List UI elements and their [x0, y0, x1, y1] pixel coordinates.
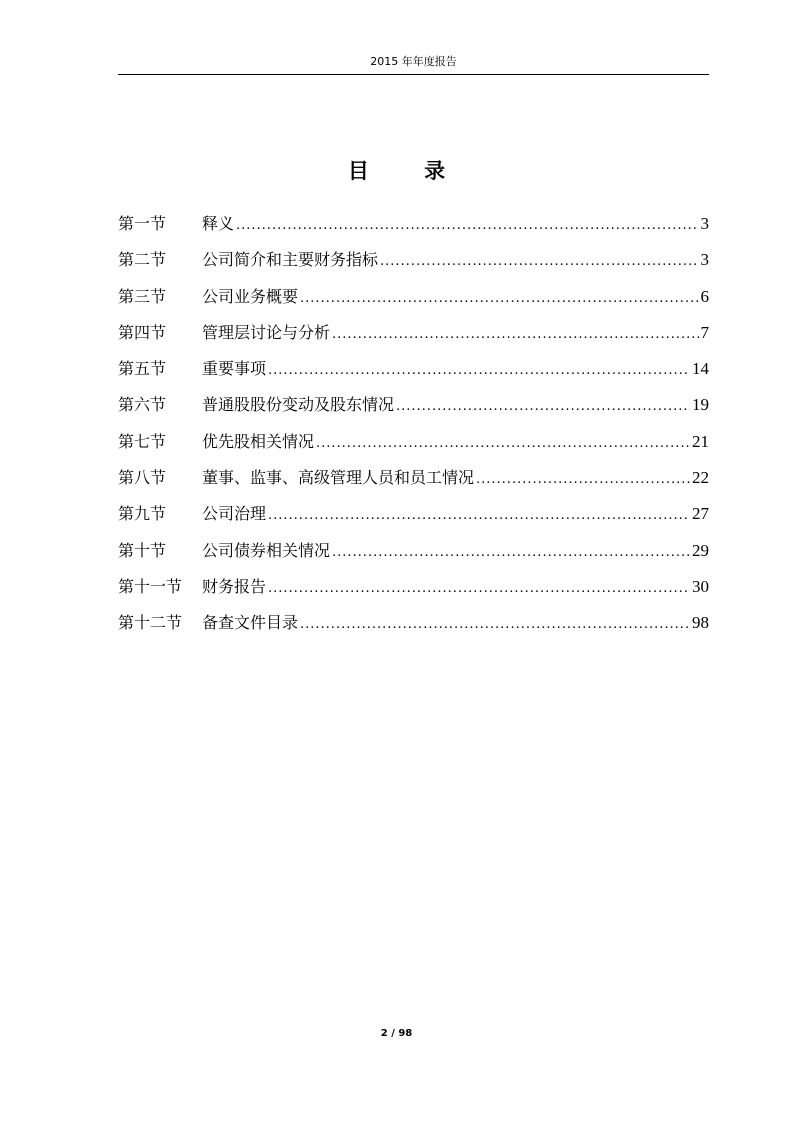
toc-section-number: 第十节 — [118, 540, 167, 560]
toc-section-title: 董事、监事、高级管理人员和员工情况 — [202, 468, 475, 488]
toc-title: 目 录 — [347, 159, 470, 183]
page-indicator: 2 / 98 — [380, 1028, 413, 1039]
toc-entry[interactable] — [118, 574, 709, 610]
toc-section-title: 公司治理 — [202, 504, 267, 524]
toc-leader-dots — [300, 612, 690, 638]
toc-entry[interactable] — [118, 247, 709, 283]
toc-section-number: 第六节 — [118, 395, 167, 415]
toc-section-title: 优先股相关情况 — [202, 431, 315, 451]
toc-section-title: 释义 — [202, 214, 235, 233]
toc-page-number: 7 — [700, 322, 709, 342]
toc-entry[interactable] — [118, 320, 709, 356]
toc-page-number: 19 — [692, 395, 709, 415]
toc-section-title: 管理层讨论与分析 — [202, 322, 331, 342]
toc-leader-dots — [300, 286, 698, 312]
toc-leader-dots — [268, 576, 690, 602]
toc-leader-dots — [268, 358, 690, 384]
toc-section-number: 第一节 — [118, 214, 167, 233]
toc-entry[interactable] — [118, 284, 709, 320]
toc-section-number: 第七节 — [118, 431, 167, 451]
toc-section-number: 第二节 — [118, 250, 167, 270]
toc-page-number: 98 — [692, 613, 709, 633]
toc-page-number: 27 — [692, 504, 709, 524]
toc-section-title: 公司简介和主要财务指标 — [202, 250, 379, 270]
toc-page-number: 6 — [700, 286, 709, 306]
toc-section-number: 第十二节 — [118, 613, 183, 633]
toc-entry[interactable] — [118, 211, 709, 247]
toc-page-number: 30 — [692, 576, 709, 596]
toc-entry[interactable] — [118, 356, 709, 392]
toc-page-number: 29 — [692, 540, 709, 560]
toc-entry[interactable] — [118, 538, 709, 574]
toc-leader-dots — [476, 467, 690, 493]
toc-leader-dots — [332, 322, 698, 348]
toc-section-number: 第五节 — [118, 359, 167, 379]
toc-entry[interactable] — [118, 392, 709, 428]
toc-leader-dots — [316, 431, 690, 457]
toc-page-number: 22 — [692, 468, 709, 488]
page-header — [118, 54, 709, 75]
toc-section-number: 第八节 — [118, 468, 167, 488]
toc-page-number: 3 — [700, 214, 709, 233]
toc-section-title: 公司业务概要 — [202, 286, 299, 306]
toc-entry[interactable] — [118, 501, 709, 537]
header-title: 2015 年年度报告 — [370, 55, 457, 68]
toc-section-title: 备查文件目录 — [202, 613, 299, 633]
toc-section-title: 重要事项 — [202, 359, 267, 379]
toc-leader-dots — [236, 213, 698, 239]
toc-section-number: 第九节 — [118, 504, 167, 524]
toc-page-number: 21 — [692, 431, 709, 451]
toc-section-title: 普通股股份变动及股东情况 — [202, 395, 395, 415]
toc-section-title: 公司债券相关情况 — [202, 540, 331, 560]
toc-leader-dots — [396, 394, 690, 420]
toc-entry[interactable] — [118, 429, 709, 465]
toc-section-number: 第四节 — [118, 322, 167, 342]
toc-section-number: 第三节 — [118, 286, 167, 306]
toc-leader-dots — [380, 249, 698, 275]
toc-page-number: 14 — [692, 359, 709, 379]
toc-section-number: 第十一节 — [118, 576, 183, 596]
toc-entry[interactable] — [118, 465, 709, 501]
table-of-contents — [118, 211, 709, 647]
toc-entry[interactable] — [118, 610, 709, 646]
toc-leader-dots — [268, 503, 690, 529]
toc-page-number: 3 — [700, 250, 709, 270]
toc-leader-dots — [332, 540, 690, 566]
toc-section-title: 财务报告 — [202, 576, 267, 596]
page-footer — [0, 1028, 793, 1039]
